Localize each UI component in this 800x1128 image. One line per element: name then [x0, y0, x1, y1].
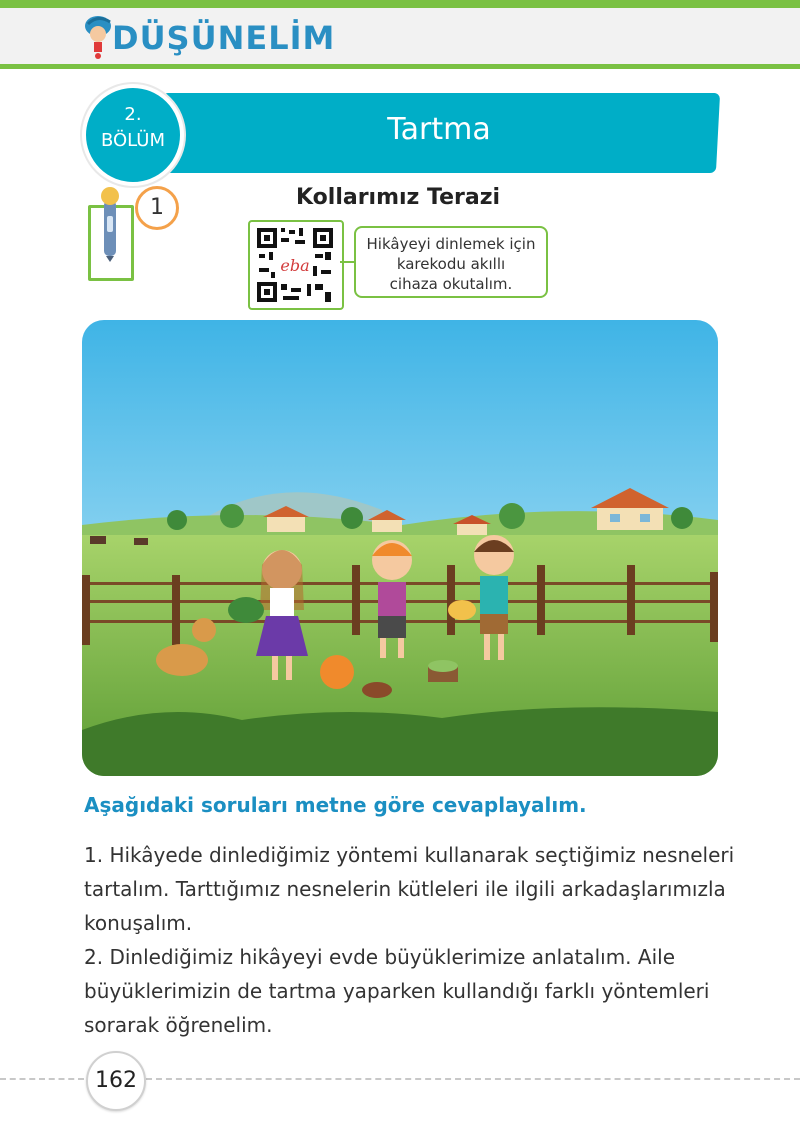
qr-instruction-line: Hikâyeyi dinlemek için [366, 235, 536, 253]
qr-instruction-line: cihaza okutalım. [389, 275, 513, 293]
questions-prompt: Aşağıdaki soruları metne göre cevaplayalım. [84, 793, 587, 817]
page-header [0, 0, 800, 68]
section-number: 2. [124, 104, 142, 125]
eba-logo: eba [280, 256, 310, 275]
children-farm-weighing-illustration [82, 320, 718, 776]
qr-connector [340, 261, 354, 263]
qr-code[interactable] [248, 220, 344, 310]
question-2: 2. Dinlediğimiz hikâyeyi evde büyüklerimize anlatalım. Aile büyüklerimizin de tartma yaparken kullandığı farklı yöntemleri sorarak öğrenelim. [84, 945, 710, 1037]
page-number: 162 [86, 1051, 146, 1111]
activity-number: 1 [135, 186, 179, 230]
listening-pen-icon [100, 186, 120, 262]
section-title: Tartma [387, 112, 491, 147]
header-top-stripe [0, 0, 800, 8]
footer-dashed-line-left [0, 1078, 84, 1080]
thinking-child-icon [80, 12, 116, 60]
footer-dashed-line-right [146, 1078, 800, 1080]
story-title: Kollarımız Terazi [296, 185, 501, 210]
farm-scene-image [82, 320, 718, 776]
qr-code-icon [255, 226, 335, 304]
qr-instruction [354, 226, 548, 298]
section-label: BÖLÜM [100, 130, 166, 151]
page-header-title: DÜŞÜNELİM [112, 19, 336, 57]
question-1: 1. Hikâyede dinlediğimiz yöntemi kullanarak seçtiğimiz nesneleri tartalım. Tarttığımız nesnelerin kütleleri ile ilgili arkadaşlarımızla konuşalım. [84, 843, 735, 935]
header-bottom-stripe [0, 64, 800, 69]
qr-instruction-line: karekodu akıllı [396, 255, 506, 273]
